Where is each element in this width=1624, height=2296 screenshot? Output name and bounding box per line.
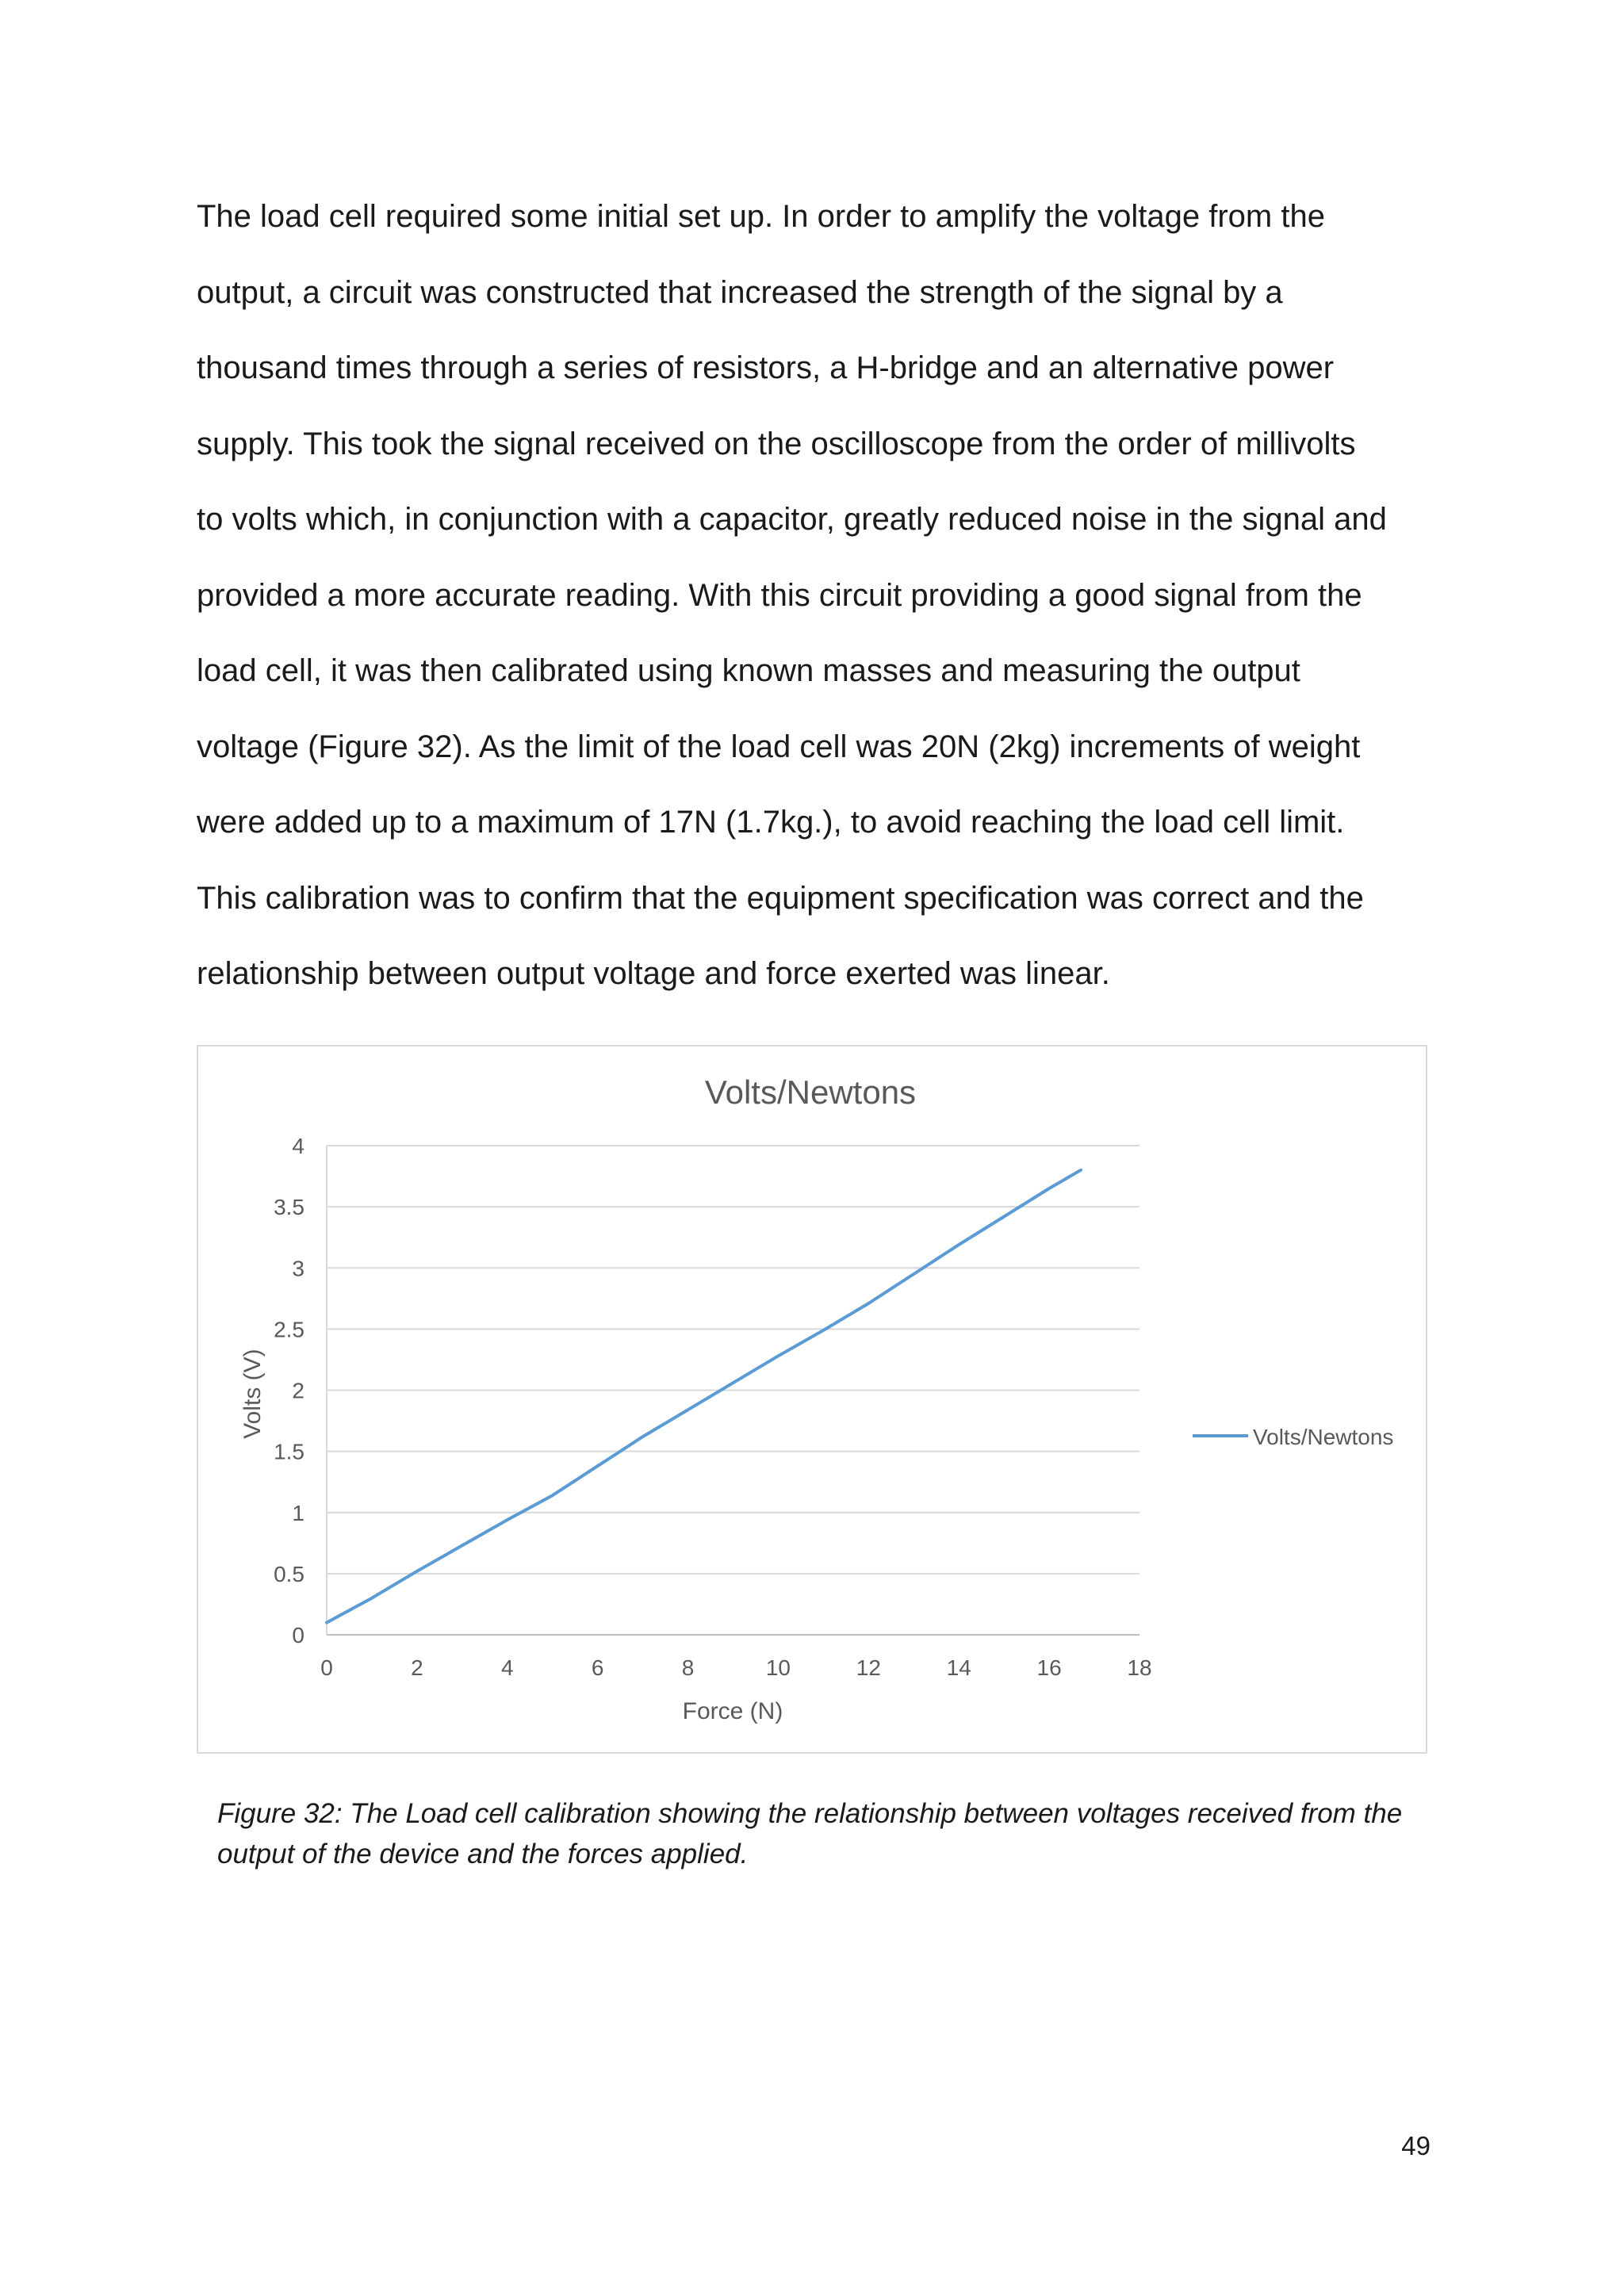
body-line: provided a more accurate reading. With this circuit providing a good signal from the [197,577,1362,613]
caption-line: Figure 32: The Load cell calibration showing the relationship between voltages received from the [217,1798,1403,1829]
body-line: The load cell required some initial set up. In order to amplify the voltage from the [197,199,1325,234]
body-line: This calibration was to confirm that the equipment specification was correct and the [197,880,1364,916]
body-line: were added up to a maximum of 17N (1.7kg.), to avoid reaching the load cell limit. [197,805,1345,840]
body-line: to volts which, in conjunction with a capacitor, greatly reduced noise in the signal and [197,502,1387,537]
x-tick-label: 8 [681,1655,695,1680]
caption-line: output of the device and the forces applied. [217,1839,749,1869]
figure-caption [217,1793,1423,1874]
y-axis-label: Volts (V) [239,1349,266,1439]
x-axis-label: Force (N) [682,1698,783,1724]
body-line: relationship between output voltage and force exerted was linear. [197,956,1110,991]
y-tick-label: 4 [292,1134,304,1158]
y-tick-label: 3.5 [274,1195,304,1220]
y-tick-labels [274,1134,304,1647]
x-tick-label: 4 [500,1655,514,1680]
y-tick-label: 2 [292,1378,304,1403]
y-tick-label: 0 [292,1623,304,1647]
y-tick-label: 1 [292,1500,304,1525]
x-tick-label: 12 [856,1655,881,1680]
x-tick-label: 16 [1036,1655,1062,1680]
x-tick-label: 6 [591,1655,604,1680]
body-line: supply. This took the signal received on the oscilloscope from the order of millivolts [197,426,1356,461]
body-line: load cell, it was then calibrated using known masses and measuring the output [197,653,1300,688]
body-line: thousand times through a series of resistors, a H-bridge and an alternative power [197,350,1335,385]
y-tick-label: 0.5 [274,1561,304,1586]
legend-label: Volts/Newtons [1253,1425,1394,1449]
x-tick-label: 10 [765,1655,791,1680]
x-tick-labels [320,1655,1151,1680]
series-line-volts-newtons [327,1170,1081,1623]
body-line: output, a circuit was constructed that increased the strength of the signal by a [197,274,1283,310]
page-number: 49 [1401,2131,1431,2160]
x-tick-label: 14 [946,1655,971,1680]
x-tick-label: 18 [1127,1655,1152,1680]
y-tick-label: 2.5 [274,1317,304,1342]
body-line: voltage (Figure 32). As the limit of the load cell was 20N (2kg) increments of weight [197,729,1361,764]
y-tick-label: 3 [292,1256,304,1281]
x-tick-label: 0 [320,1655,333,1680]
x-tick-label: 2 [411,1655,423,1680]
y-tick-label: 1.5 [274,1439,304,1464]
chart-title: Volts/Newtons [704,1073,917,1111]
